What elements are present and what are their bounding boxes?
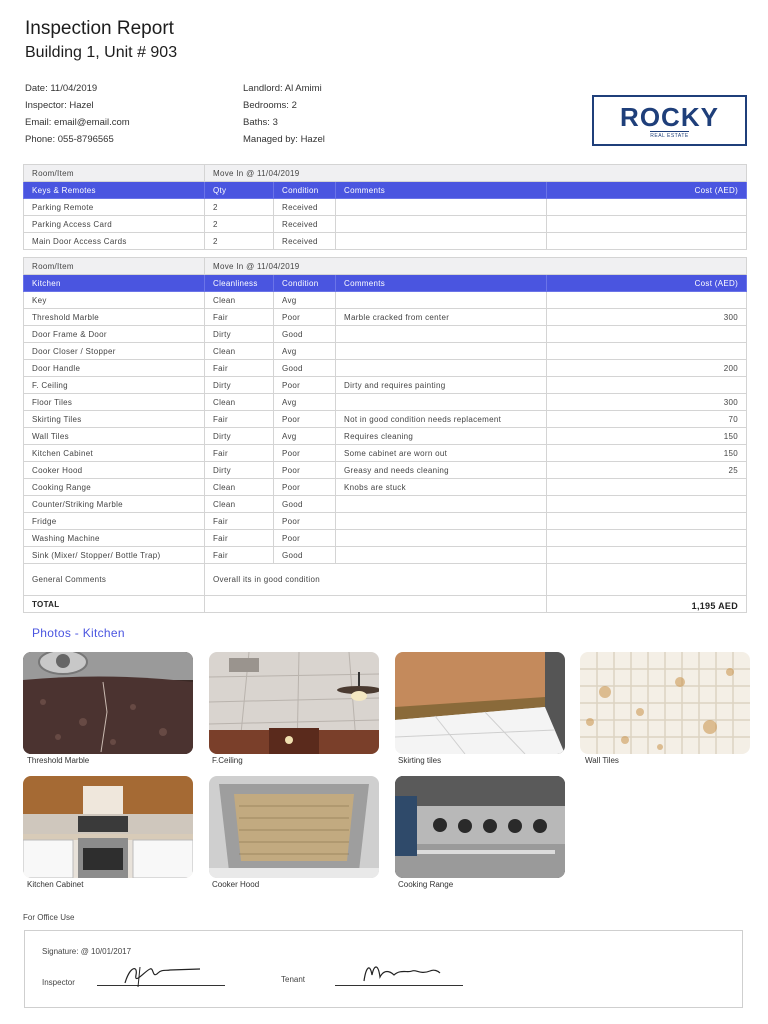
kitchen-cell-item: Cooker Hood — [24, 462, 205, 479]
kitchen-table — [23, 257, 747, 613]
general-comments-cost — [547, 564, 747, 596]
kitchen-cell-comments — [336, 326, 547, 343]
kitchen-cell-col2: Fair — [205, 360, 274, 377]
photo-threshold-marble-image — [23, 652, 193, 754]
keys-row-main-door-access-cards — [24, 233, 747, 250]
caption-threshold-marble: Threshold Marble — [27, 756, 90, 765]
kitchen-header-comments: Comments — [336, 275, 547, 292]
signature-date: Signature: @ 10/01/2017 — [42, 947, 132, 956]
kitchen-cell-cost: 70 — [547, 411, 747, 428]
photo-threshold-marble[interactable] — [23, 652, 193, 754]
kitchen-cell-condition: Poor — [274, 377, 336, 394]
kitchen-cell-condition: Avg — [274, 428, 336, 445]
kitchen-cell-condition: Poor — [274, 462, 336, 479]
kitchen-cell-condition: Poor — [274, 309, 336, 326]
keys-top-row — [24, 165, 747, 182]
photo-f-ceiling-image — [209, 652, 379, 754]
kitchen-header-item: Kitchen — [24, 275, 205, 292]
kitchen-cell-cost: 200 — [547, 360, 747, 377]
kitchen-row-cooker-hood — [24, 462, 747, 479]
kitchen-cell-cost: 150 — [547, 445, 747, 462]
kitchen-cell-col2: Fair — [205, 530, 274, 547]
photo-cooker-hood-image — [209, 776, 379, 878]
kitchen-cell-cost — [547, 343, 747, 360]
kitchen-row-wall-tiles — [24, 428, 747, 445]
kitchen-cell-comments: Greasy and needs cleaning — [336, 462, 547, 479]
inspector-signature-icon — [120, 961, 210, 989]
keys-cell-cost — [547, 199, 747, 216]
keys-top-movein: Move In @ 11/04/2019 — [205, 165, 747, 182]
caption-wall-tiles: Wall Tiles — [585, 756, 619, 765]
kitchen-cell-comments: Requires cleaning — [336, 428, 547, 445]
caption-cooking-range: Cooking Range — [398, 880, 454, 889]
kitchen-row-threshold-marble — [24, 309, 747, 326]
kitchen-cell-col2: Clean — [205, 394, 274, 411]
kitchen-row-kitchen-cabinet — [24, 445, 747, 462]
meta-date: Date: 11/04/2019 — [25, 83, 98, 94]
tenant-signature-icon — [360, 959, 450, 987]
kitchen-cell-cost — [547, 326, 747, 343]
kitchen-cell-cost — [547, 377, 747, 394]
keys-header-qty: Qty — [205, 182, 274, 199]
kitchen-cell-col2: Clean — [205, 496, 274, 513]
general-comments-label: General Comments — [24, 564, 205, 596]
kitchen-cell-condition: Good — [274, 547, 336, 564]
keys-header-condition: Condition — [274, 182, 336, 199]
photo-cooker-hood[interactable] — [209, 776, 379, 878]
kitchen-cell-comments — [336, 343, 547, 360]
kitchen-row-key — [24, 292, 747, 309]
report-subtitle: Building 1, Unit # 903 — [25, 44, 178, 61]
kitchen-top-movein: Move In @ 11/04/2019 — [205, 258, 747, 275]
keys-cell-condition: Received — [274, 216, 336, 233]
kitchen-row-skirting-tiles — [24, 411, 747, 428]
kitchen-cell-condition: Avg — [274, 343, 336, 360]
kitchen-row-fridge — [24, 513, 747, 530]
kitchen-cell-condition: Poor — [274, 445, 336, 462]
general-comments-row — [24, 564, 747, 596]
total-row — [24, 596, 747, 613]
kitchen-cell-cost: 150 — [547, 428, 747, 445]
keys-header-row — [24, 182, 747, 199]
total-amount-cell — [547, 596, 747, 613]
photo-wall-tiles-image — [580, 652, 750, 754]
kitchen-cell-cost: 300 — [547, 394, 747, 411]
keys-table — [23, 164, 747, 250]
kitchen-row-floor-tiles — [24, 394, 747, 411]
kitchen-cell-col2: Dirty — [205, 326, 274, 343]
kitchen-cell-col2: Fair — [205, 547, 274, 564]
kitchen-cell-condition: Poor — [274, 479, 336, 496]
kitchen-cell-comments: Not in good condition needs replacement — [336, 411, 547, 428]
logo-brand: ROCKY — [620, 101, 719, 132]
kitchen-row-door-closer-stopper — [24, 343, 747, 360]
keys-cell-comments — [336, 233, 547, 250]
kitchen-cell-condition: Avg — [274, 292, 336, 309]
keys-cell-comments — [336, 199, 547, 216]
kitchen-row-counter-striking-marble — [24, 496, 747, 513]
kitchen-cell-condition: Poor — [274, 513, 336, 530]
keys-header-cost: Cost (AED) — [547, 182, 747, 199]
keys-cell-comments — [336, 216, 547, 233]
photo-skirting-tiles-image — [395, 652, 565, 754]
caption-cooker-hood: Cooker Hood — [212, 880, 260, 889]
photo-wall-tiles[interactable] — [580, 652, 750, 754]
kitchen-cell-col2: Fair — [205, 513, 274, 530]
kitchen-cell-col2: Dirty — [205, 377, 274, 394]
report-title: Inspection Report — [25, 18, 174, 39]
signature-box — [24, 930, 743, 1008]
kitchen-cell-condition: Poor — [274, 411, 336, 428]
keys-cell-cost — [547, 216, 747, 233]
meta-email: Email: email@email.com — [25, 117, 130, 128]
kitchen-cell-condition: Poor — [274, 530, 336, 547]
kitchen-cell-col2: Fair — [205, 411, 274, 428]
kitchen-row-washing-machine — [24, 530, 747, 547]
photo-cooking-range-image — [395, 776, 565, 878]
kitchen-cell-item: Door Closer / Stopper — [24, 343, 205, 360]
office-use-label: For Office Use — [23, 913, 75, 922]
general-comments-value: Overall its in good condition — [205, 564, 547, 596]
total-label: TOTAL — [32, 600, 60, 609]
keys-cell-col2: 2 — [205, 233, 274, 250]
meta-left — [25, 80, 130, 148]
inspector-label: Inspector — [42, 978, 75, 987]
kitchen-cell-item: Counter/Striking Marble — [24, 496, 205, 513]
kitchen-header-row — [24, 275, 747, 292]
kitchen-cell-comments: Knobs are stuck — [336, 479, 547, 496]
meta-landlord: Landlord: Al Amimi — [243, 83, 322, 94]
kitchen-header-condition: Condition — [274, 275, 336, 292]
caption-skirting-tiles: Skirting tiles — [398, 756, 442, 765]
keys-cell-item: Parking Remote — [24, 199, 205, 216]
kitchen-cell-comments: Marble cracked from center — [336, 309, 547, 326]
kitchen-cell-item: Floor Tiles — [24, 394, 205, 411]
kitchen-cell-condition: Good — [274, 496, 336, 513]
keys-top-room: Room/Item — [24, 165, 205, 182]
kitchen-cell-col2: Dirty — [205, 428, 274, 445]
total-spacer — [205, 596, 547, 613]
kitchen-cell-col2: Dirty — [205, 462, 274, 479]
photo-cooking-range[interactable] — [395, 776, 565, 878]
meta-managed-by: Managed by: Hazel — [243, 134, 325, 145]
photo-skirting-tiles[interactable] — [395, 652, 565, 754]
logo-tagline: REAL ESTATE — [650, 132, 689, 139]
photos-title: Photos - Kitchen — [32, 626, 125, 640]
kitchen-cell-cost — [547, 530, 747, 547]
kitchen-cell-cost — [547, 496, 747, 513]
kitchen-cell-cost — [547, 292, 747, 309]
meta-right — [243, 80, 325, 148]
kitchen-cell-item: Kitchen Cabinet — [24, 445, 205, 462]
kitchen-cell-comments — [336, 496, 547, 513]
kitchen-cell-comments — [336, 547, 547, 564]
meta-baths: Baths: 3 — [243, 117, 278, 128]
keys-cell-condition: Received — [274, 233, 336, 250]
kitchen-cell-item: Threshold Marble — [24, 309, 205, 326]
kitchen-row-door-frame-door — [24, 326, 747, 343]
kitchen-row-door-handle — [24, 360, 747, 377]
kitchen-cell-cost — [547, 547, 747, 564]
kitchen-cell-col2: Clean — [205, 479, 274, 496]
total-amount: 1,195 AED — [691, 601, 739, 611]
caption-kitchen-cabinet: Kitchen Cabinet — [27, 880, 84, 889]
kitchen-cell-cost — [547, 479, 747, 496]
kitchen-cell-comments — [336, 360, 547, 377]
kitchen-cell-item: Door Handle — [24, 360, 205, 377]
kitchen-cell-comments: Dirty and requires painting — [336, 377, 547, 394]
kitchen-cell-item: Wall Tiles — [24, 428, 205, 445]
kitchen-cell-condition: Avg — [274, 394, 336, 411]
meta-bedrooms: Bedrooms: 2 — [243, 100, 297, 111]
kitchen-cell-item: Fridge — [24, 513, 205, 530]
keys-cell-item: Parking Access Card — [24, 216, 205, 233]
kitchen-cell-col2: Fair — [205, 445, 274, 462]
kitchen-cell-col2: Fair — [205, 309, 274, 326]
kitchen-cell-comments — [336, 292, 547, 309]
kitchen-cell-cost — [547, 513, 747, 530]
kitchen-row-f-ceiling — [24, 377, 747, 394]
kitchen-cell-col2: Clean — [205, 343, 274, 360]
kitchen-cell-comments — [336, 513, 547, 530]
kitchen-cell-condition: Good — [274, 326, 336, 343]
keys-cell-col2: 2 — [205, 199, 274, 216]
keys-cell-item: Main Door Access Cards — [24, 233, 205, 250]
keys-row-parking-access-card — [24, 216, 747, 233]
kitchen-cell-cost: 300 — [547, 309, 747, 326]
kitchen-cell-item: Sink (Mixer/ Stopper/ Bottle Trap) — [24, 547, 205, 564]
kitchen-cell-comments: Some cabinet are worn out — [336, 445, 547, 462]
rocky-logo — [592, 95, 747, 146]
kitchen-top-room: Room/Item — [24, 258, 205, 275]
caption-f-ceiling: F.Ceiling — [212, 756, 243, 765]
kitchen-row-sink-mixer-stopper-bottle-trap — [24, 547, 747, 564]
kitchen-cell-cost: 25 — [547, 462, 747, 479]
kitchen-cell-col2: Clean — [205, 292, 274, 309]
kitchen-header-cleanliness: Cleanliness — [205, 275, 274, 292]
photo-f-ceiling[interactable] — [209, 652, 379, 754]
kitchen-cell-comments — [336, 394, 547, 411]
kitchen-cell-condition: Good — [274, 360, 336, 377]
kitchen-cell-item: Skirting Tiles — [24, 411, 205, 428]
keys-cell-condition: Received — [274, 199, 336, 216]
keys-cell-col2: 2 — [205, 216, 274, 233]
tenant-label: Tenant — [281, 975, 306, 984]
kitchen-top-row — [24, 258, 747, 275]
kitchen-cell-item: Door Frame & Door — [24, 326, 205, 343]
kitchen-cell-item: Key — [24, 292, 205, 309]
kitchen-cell-comments — [336, 530, 547, 547]
total-label-cell — [24, 596, 205, 613]
photo-kitchen-cabinet-image — [23, 776, 193, 878]
kitchen-cell-item: Washing Machine — [24, 530, 205, 547]
keys-row-parking-remote — [24, 199, 747, 216]
keys-header-comments: Comments — [336, 182, 547, 199]
kitchen-cell-item: Cooking Range — [24, 479, 205, 496]
kitchen-header-cost: Cost (AED) — [547, 275, 747, 292]
kitchen-cell-item: F. Ceiling — [24, 377, 205, 394]
keys-cell-cost — [547, 233, 747, 250]
keys-header-item: Keys & Remotes — [24, 182, 205, 199]
kitchen-row-cooking-range — [24, 479, 747, 496]
photo-kitchen-cabinet[interactable] — [23, 776, 193, 878]
meta-phone: Phone: 055-8796565 — [25, 134, 114, 145]
meta-inspector: Inspector: Hazel — [25, 100, 94, 111]
